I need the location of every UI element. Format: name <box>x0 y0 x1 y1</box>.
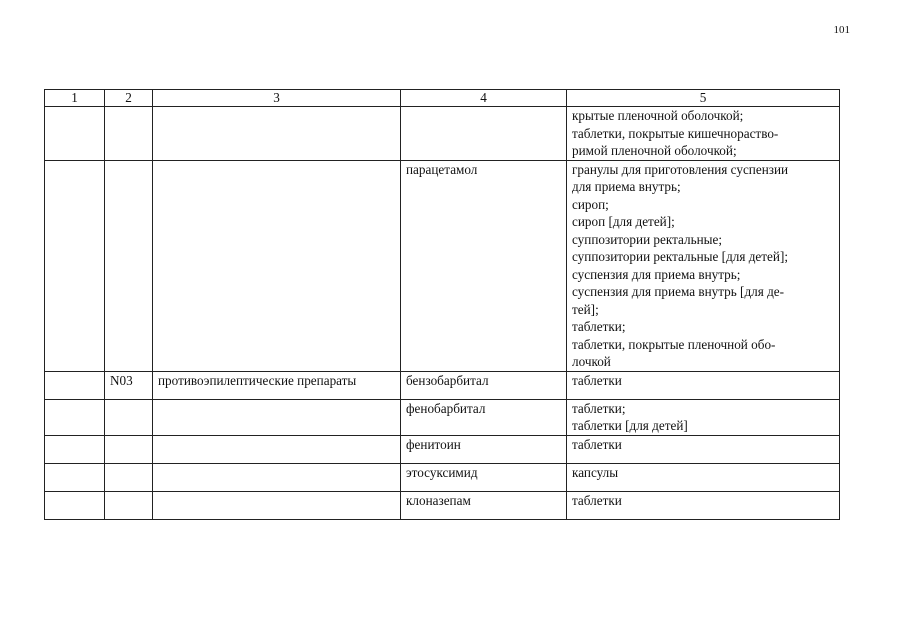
header-row <box>45 90 840 107</box>
group-name-cell <box>153 463 401 491</box>
atc-code-cell <box>105 491 153 519</box>
dosage-form-line: таблетки <box>572 372 622 388</box>
drug-name-cell: этосуксимид <box>401 463 567 491</box>
table-row <box>45 491 840 519</box>
row-index-cell <box>45 399 105 435</box>
atc-code-cell <box>105 463 153 491</box>
dosage-form-line: лочкой <box>572 354 611 369</box>
drug-name-cell: фенобарбитал <box>401 399 567 435</box>
dosage-forms-cell <box>567 435 840 463</box>
table-row <box>45 160 840 371</box>
dosage-form-line: капсулы <box>572 464 619 480</box>
table-row <box>45 399 840 435</box>
group-name-cell <box>153 435 401 463</box>
dosage-forms-cell <box>567 371 840 399</box>
dosage-form-line: суспензия для приема внутрь; <box>572 266 741 282</box>
drug-name-cell: бензобарбитал <box>401 371 567 399</box>
dosage-form-line: таблетки [для детей] <box>572 418 688 433</box>
drug-name-cell: парацетамол <box>401 160 567 371</box>
atc-code-cell <box>105 107 153 161</box>
atc-code-cell <box>105 435 153 463</box>
dosage-form-line: сироп; <box>572 196 609 212</box>
group-name-cell: противоэпилептические препараты <box>153 371 401 399</box>
dosage-form-line: крытые пленочной оболочкой; <box>572 108 744 123</box>
header-cell-4: 4 <box>401 90 567 107</box>
atc-code-cell <box>105 399 153 435</box>
dosage-form-line: суппозитории ректальные [для детей]; <box>572 249 789 264</box>
group-name-cell <box>153 107 401 161</box>
dosage-form-line: тей]; <box>572 301 599 317</box>
atc-code-cell: N03 <box>105 371 153 399</box>
table-row <box>45 107 840 161</box>
dosage-form-line: таблетки <box>572 436 622 452</box>
dosage-forms-cell <box>567 160 840 371</box>
dosage-form-line: сироп [для детей]; <box>572 214 675 229</box>
dosage-forms-cell <box>567 399 840 435</box>
dosage-form-line: для приема внутрь; <box>572 179 681 194</box>
dosage-form-line: таблетки, покрытые пленочной обо- <box>572 336 776 352</box>
group-name-cell <box>153 491 401 519</box>
dosage-form-line: таблетки; <box>572 400 626 416</box>
table-row <box>45 435 840 463</box>
dosage-forms-cell <box>567 463 840 491</box>
dosage-form-line: суспензия для приема внутрь [для де- <box>572 284 785 299</box>
drug-name-cell <box>401 107 567 161</box>
row-index-cell <box>45 371 105 399</box>
dosage-form-line: римой пленочной оболочкой; <box>572 143 737 158</box>
dosage-form-line: гранулы для приготовления суспензии <box>572 161 789 177</box>
page-number: 101 <box>833 24 850 36</box>
dosage-form-line: суппозитории ректальные; <box>572 231 723 247</box>
drug-list-table <box>44 89 840 520</box>
group-name-cell <box>153 160 401 371</box>
header-cell-1: 1 <box>45 90 105 107</box>
row-index-cell <box>45 107 105 161</box>
header-cell-5: 5 <box>567 90 840 107</box>
header-cell-2: 2 <box>105 90 153 107</box>
row-index-cell <box>45 491 105 519</box>
dosage-form-line: таблетки, покрытые кишечнораство- <box>572 125 779 141</box>
row-index-cell <box>45 435 105 463</box>
row-index-cell <box>45 160 105 371</box>
dosage-forms-cell <box>567 107 840 161</box>
dosage-form-line: таблетки <box>572 492 622 508</box>
row-index-cell <box>45 463 105 491</box>
table-row <box>45 371 840 399</box>
group-name-cell <box>153 399 401 435</box>
dosage-form-line: таблетки; <box>572 319 626 334</box>
atc-code-cell <box>105 160 153 371</box>
drug-name-cell: фенитоин <box>401 435 567 463</box>
table-row <box>45 463 840 491</box>
header-cell-3: 3 <box>153 90 401 107</box>
drug-name-cell: клоназепам <box>401 491 567 519</box>
dosage-forms-cell <box>567 491 840 519</box>
